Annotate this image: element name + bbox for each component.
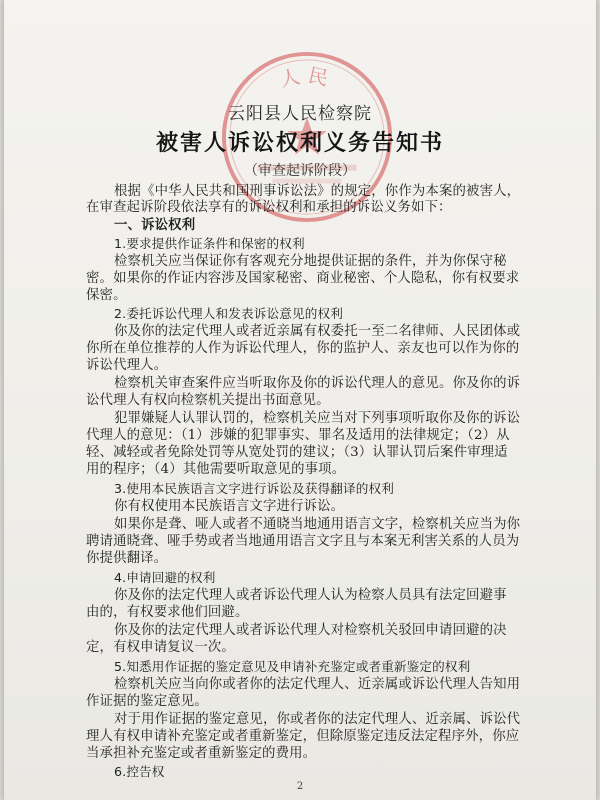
body-line: 你提供翻译。 [86, 551, 168, 566]
body-line: 在审查起诉阶段依法享有的诉讼权利和承担的诉讼义务如下： [86, 200, 452, 215]
subsection-heading: 2.委托诉讼代理人和发表诉讼意见的权利 [114, 306, 343, 321]
body-line: 你及你的法定代理人或者诉讼代理人认为检察人员具有法定回避事 [114, 588, 507, 603]
subsection-heading: 5.知悉用作证据的鉴定意见及申请补充鉴定或者重新鉴定的权利 [114, 659, 471, 674]
seal-text: 人民 [277, 63, 337, 92]
body-line: 密。如果你的作证内容涉及国家秘密、商业秘密、个人隐私，你有权要求 [86, 271, 520, 286]
body-line: 保密。 [86, 288, 127, 303]
body-line: 检察机关应当向你或者你的法定代理人、近亲属或诉讼代理人告知用 [114, 677, 521, 692]
document-page [4, 0, 596, 800]
subsection-heading: 4.申请回避的权利 [114, 570, 216, 585]
section-heading: 一、诉讼权利 [114, 217, 196, 233]
body-line: 你有权使用本民族语言文字进行诉讼。 [114, 499, 345, 514]
body-line: 讼代理人有权向检察机关提出书面意见。 [86, 393, 330, 408]
body-line: 当承担补充鉴定或者重新鉴定的费用。 [86, 746, 317, 761]
body-line: 诉讼代理人。 [86, 358, 168, 373]
body-line: 检察机关审查案件应当听取你及你的诉讼代理人的意见。你及你的诉 [114, 376, 521, 391]
body-line: 你所在单位推荐的人作为诉讼代理人，你的监护人、亲友也可以作为你的 [86, 341, 520, 356]
body-line: 轻、减轻或者免除处罚等从宽处罚的建议；（3）认罪认罚后案件审理适 [86, 445, 508, 460]
body-line: 作证据的鉴定意见。 [86, 694, 208, 709]
body-line: 理人有权申请补充鉴定或者重新鉴定，但除原鉴定违反法定程序外，你应 [86, 729, 520, 744]
body-line: 检察机关应当保证你有客观充分地提供证据的条件，并为你保守秘 [114, 254, 507, 269]
body-line: 根据《中华人民共和国刑事诉讼法》的规定，你作为本案的被害人， [114, 184, 521, 199]
body-line: 聘请通晓聋、哑手势或者当地通用语言文字且与本案无利害关系的人员为 [86, 534, 520, 549]
document-title: 被害人诉讼权利义务告知书 [155, 130, 444, 156]
body-line: 用的程序；（4）其他需要听取意见的事项。 [86, 462, 346, 477]
subsection-heading: 1.要求提供作证条件和保密的权利 [114, 236, 305, 251]
body-line: 对于用作证据的鉴定意见，你或者你的法定代理人、近亲属、诉讼代 [114, 712, 521, 727]
issuer-name: 云阳县人民检察院 [228, 104, 372, 124]
body-line: 你及你的法定代理人或者诉讼代理人对检察机关驳回申请回避的决 [114, 623, 507, 638]
page-number: 2 [296, 781, 304, 792]
body-line: 定，有权申请复议一次。 [86, 640, 235, 655]
subsection-heading: 3.使用本民族语言文字进行诉讼及获得翻译的权利 [114, 481, 394, 496]
body-line: 代理人的意见：（1）涉嫌的犯罪事实、罪名及适用的法律规定；（2）从 [86, 428, 510, 443]
body-line: 如果你是聋、哑人或者不通晓当地通用语言文字，检察机关应当为你 [114, 517, 521, 532]
body-line: 由的，有权要求他们回避。 [86, 605, 249, 620]
body-line: 你及你的法定代理人或者近亲属有权委托一至二名律师、人民团体或 [114, 324, 521, 339]
procedure-stage: （审查起诉阶段） [244, 163, 356, 179]
subsection-heading: 6.控告权 [114, 764, 165, 779]
body-line: 犯罪嫌疑人认罪认罚的，检察机关应当对下列事项听取你及你的诉讼 [114, 411, 521, 426]
svg-text:人民 [278, 64, 336, 92]
